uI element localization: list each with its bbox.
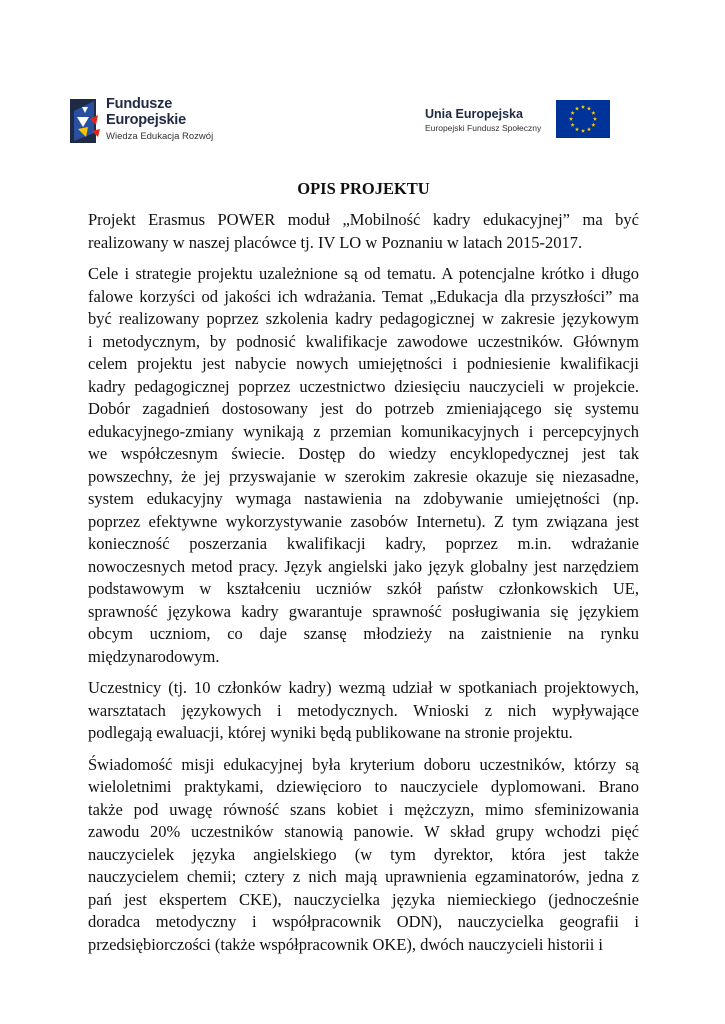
paragraph-line: międzynarodowym. xyxy=(88,646,220,666)
eu-logo-text xyxy=(425,107,541,134)
fe-logo-line2: Europejskie xyxy=(106,112,186,128)
paragraph-line: nowoczesnych metod pracy. Język angielski jako język globalny jest narzędziem xyxy=(88,556,639,576)
paragraph-line: być realizowany poprzez szkolenia kadry pedagogicznej w zakresie językowym xyxy=(88,309,639,328)
paragraph-line: kadry pedagogicznej poprzez uczestnictwo dziesięciu nauczycieli w projekcie. xyxy=(88,376,639,396)
paragraph-line: Projekt Erasmus POWER moduł „Mobilność kadry edukacyjnej” ma być xyxy=(88,210,639,229)
paragraph-line: także pod uwagę równość szans kobiet i mężczyzn, mimo sfeminizowania xyxy=(88,799,639,819)
paragraph-line: wieloletnimi praktykami, dziewięcioro to nauczyciele dyplomowani. Brano xyxy=(88,777,639,796)
eu-flag-icon xyxy=(556,100,610,138)
paragraph-line: obcym uczniom, co daje szansę młodzieży na zaistnienie na rynku xyxy=(88,624,639,643)
paragraph-line: zawodu 20% uczestników stanowią panowie. W skład grupy wchodzi pięć xyxy=(88,822,639,841)
eu-logo-line1: Unia Europejska xyxy=(425,107,523,121)
paragraph-line: podstawowym w kształceniu uczniów szkół państw członkowskich UE, xyxy=(88,579,639,598)
paragraph xyxy=(88,677,639,745)
document-title: OPIS PROJEKTU xyxy=(297,179,430,198)
document-body xyxy=(88,178,639,965)
paragraph-line: pań jest ekspertem CKE), nauczycielka języka niemieckiego (jednocześnie xyxy=(88,889,639,909)
paragraph-line: we współczesnym świecie. Dostęp do wiedzy encyklopedycznej jest tak xyxy=(88,444,639,463)
paragraph-line: edukacyjnego-zmiany wynikają z przemian komunikacyjnych i percepcyjnych xyxy=(88,421,639,441)
paragraph-list xyxy=(88,209,639,956)
paragraph xyxy=(88,263,639,668)
paragraph-line: warsztatach językowych i metodycznych. Wnioski z nich wypływające xyxy=(88,700,639,720)
paragraph-line: nauczycielek języka angielskiego (w tym dyrektor, która jest także xyxy=(88,844,639,864)
fundusze-europejskie-logo xyxy=(68,93,238,147)
paragraph-line: przedsiębiorczości (także współpracownik OKE), dwóch nauczycieli historii i xyxy=(88,934,603,954)
page-header xyxy=(0,0,725,160)
paragraph-line: podlegają ewaluacji, której wyniki będą publikowane na stronie projektu. xyxy=(88,723,573,742)
paragraph-line: nauczycielem chemii; czterу z nich mają uprawnienia egzaminatorów, jedna z xyxy=(88,867,639,886)
paragraph-line: poprzez efektywne wykorzystywanie zasobów Internetu). Z tym związana jest xyxy=(88,511,639,531)
paragraph-line: i metodycznym, by podnosić kwalifikacje zawodowe uczestników. Głównym xyxy=(88,331,639,351)
paragraph-line: Cele i strategie projektu uzależnione są od tematu. A potencjalne krótko i długo xyxy=(88,264,639,283)
paragraph-line: Uczestnicy (tj. 10 członków kadry) wezmą udział w spotkaniach projektowych, xyxy=(88,678,639,697)
paragraph xyxy=(88,754,639,957)
fe-logo-line3: Wiedza Edukacja Rozwój xyxy=(106,131,214,142)
unia-europejska-logo xyxy=(425,100,610,140)
paragraph-line: sprawność językowa kadry gwarantuje sprawność posługiwania się językiem xyxy=(88,601,639,621)
paragraph-line: doradca metodyczny i współpracownik ODN), nauczycielka geografii i xyxy=(88,912,639,931)
paragraph-line: system edukacyjny wymaga nastawienia na zdobywanie umiejętności (np. xyxy=(88,489,639,508)
paragraph-line: realizowany w naszej placówce tj. IV LO w Poznaniu w latach 2015-2017. xyxy=(88,232,583,252)
eu-logo-line2: Europejski Fundusz Społeczny xyxy=(425,123,542,133)
fe-logo-line1: Fundusze xyxy=(106,96,173,112)
paragraph-line: Dobór zagadnień dostosowany jest do potrzeb zmieniającego się systemu xyxy=(88,399,639,418)
fe-logo-text xyxy=(106,96,213,143)
paragraph xyxy=(88,209,639,254)
fe-star-icon xyxy=(68,93,102,145)
paragraph-line: Świadomość misji edukacyjnej była kryterium doboru uczestników, którzy są xyxy=(88,754,639,774)
paragraph-line: konieczność poszerzania kwalifikacji kadry, poprzez m.in. wdrażanie xyxy=(88,534,639,553)
paragraph-line: falowe korzyści od jakości ich wdrażania. Temat „Edukacja dla przyszłości” ma xyxy=(88,286,639,306)
paragraph-line: celem projektu jest nabycie nowych umiejętności i podniesienie kwalifikacji xyxy=(88,354,639,373)
paragraph-line: powszechny, że jej przyswajanie w szerokim zakresie okazuje się niezasadne, xyxy=(88,466,639,486)
